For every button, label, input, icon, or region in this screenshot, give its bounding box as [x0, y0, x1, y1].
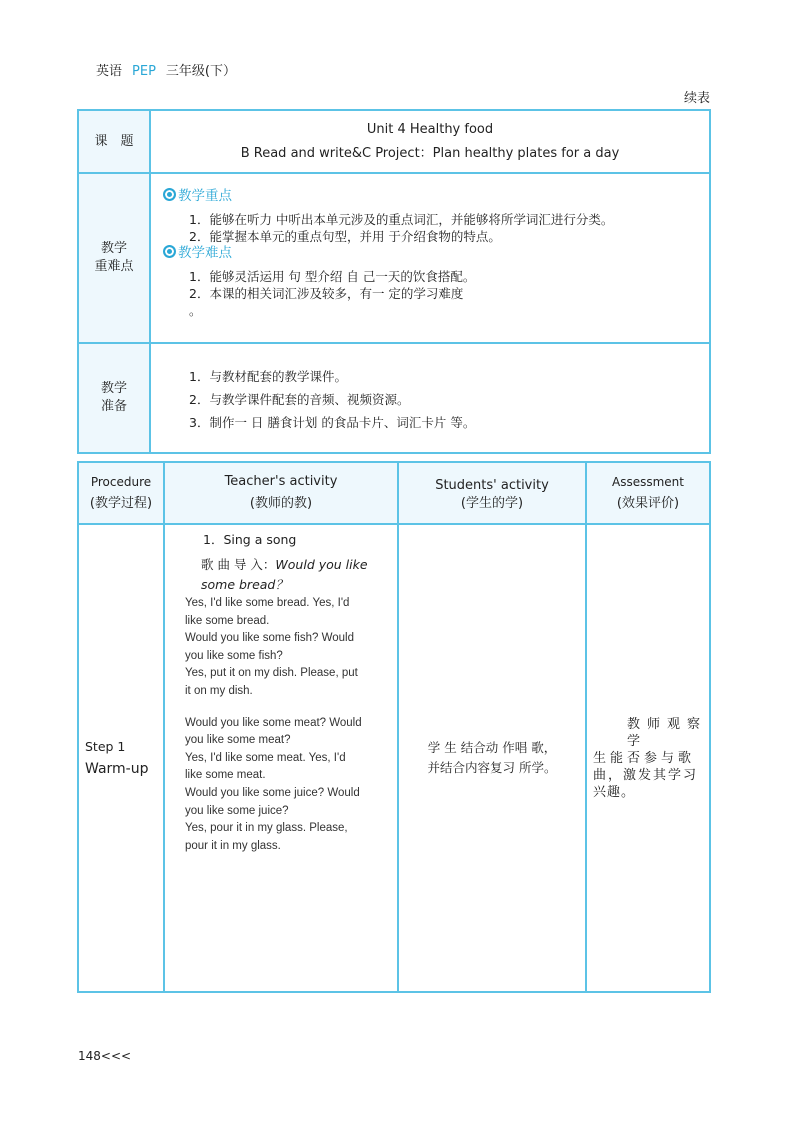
- lesson-info-table: [77, 109, 711, 454]
- difficult-heading: 教学难点: [163, 245, 699, 262]
- lyric-line: you like some meat?: [185, 734, 291, 747]
- assessment-cell: [586, 524, 710, 992]
- students-activity-cell: [398, 524, 586, 992]
- prep-item: 2．与教学课件配套的音频、视频资源。: [189, 391, 410, 407]
- procedure-header: Procedure (教学过程): [78, 462, 164, 524]
- lyric-line: Yes, put it on my dish. Please, put: [185, 667, 358, 680]
- step-cell: [78, 524, 164, 992]
- teacher-item: 1．Sing a song: [203, 532, 297, 547]
- lyric-line: Yes, I'd like some bread. Yes, I'd: [185, 597, 350, 609]
- students-line: 并结合内容复习 所学。: [427, 760, 557, 775]
- teacher-activity-cell: [164, 524, 398, 992]
- page-header: [96, 60, 236, 79]
- lyric-line: like some meat.: [185, 769, 266, 782]
- lyric-line: Would you like some meat? Would: [185, 716, 362, 729]
- lyric-line: Yes, I'd like some meat. Yes, I'd: [185, 751, 346, 764]
- lyric-line: you like some juice?: [185, 804, 289, 817]
- difficult-item: 1．能够灵活运用 句 型介绍 自 己一天的饮食搭配。: [189, 269, 476, 284]
- lyric-line: you like some fish?: [185, 649, 283, 662]
- students-header: Students' activity (学生的学): [398, 462, 586, 524]
- prep-item: 3．制作一 日 膳食计划 的食品卡片、词汇卡片 等。: [189, 414, 476, 430]
- key-item: 1．能够在听力 中听出本单元涉及的重点词汇，并能够将所学词汇进行分类。: [189, 212, 614, 227]
- song-intro: 歌 曲 导 入：Would you like some bread？: [201, 557, 368, 592]
- assessment-line: 曲，激发其学习: [593, 767, 699, 783]
- topic-line-2: B Read and write&C Project：Plan healthy plates for a day: [240, 145, 620, 161]
- lyrics-block-1: [165, 595, 397, 701]
- topic-label: 课 题: [78, 110, 150, 173]
- students-line: 学 生 结合动 作唱 歌，: [427, 740, 557, 755]
- grade: 三年级(下）: [165, 64, 236, 79]
- key-heading: 教学重点: [163, 188, 699, 205]
- key-item: 2．能掌握本单元的重点句型，并用 于介绍食物的特点。: [189, 229, 501, 244]
- difficult-item: 2．本课的相关词汇涉及较多，有一 定的学习难度: [189, 286, 464, 301]
- prep-cell: [150, 343, 710, 453]
- bullet-circle-icon: [163, 245, 176, 258]
- edition: PEP: [132, 64, 156, 79]
- step-label: Step 1: [85, 739, 126, 754]
- lyric-line: Yes, pour it in my glass. Please,: [185, 822, 348, 835]
- prep-item: 1．与教材配套的教学课件。: [189, 368, 347, 384]
- topic-cell: [150, 110, 710, 173]
- teacher-header: Teacher's activity (教师的教): [164, 462, 398, 524]
- assessment-line: 兴趣。: [593, 784, 636, 800]
- assessment-header: Assessment (效果评价): [586, 462, 710, 524]
- step-name: Warm-up: [85, 761, 149, 777]
- topic-line-1: Unit 4 Healthy food: [366, 121, 494, 137]
- keypoints-cell: [150, 173, 710, 343]
- difficult-item: 。: [189, 303, 202, 318]
- lyrics-block-2: [165, 715, 397, 856]
- procedure-table: [77, 461, 711, 993]
- lyric-line: Would you like some fish? Would: [185, 632, 354, 645]
- keypoints-label: 教学 重难点: [78, 173, 150, 343]
- page-number: 148<<<: [78, 1049, 132, 1063]
- continued-label: 续表: [683, 91, 710, 106]
- lyric-line: it on my dish.: [185, 684, 253, 697]
- assessment-line: 教师观察学: [627, 716, 703, 749]
- assessment-line: 生能否参与歌: [593, 750, 696, 766]
- lyric-line: like some bread.: [185, 614, 270, 627]
- lyric-line: Would you like some juice? Would: [185, 786, 360, 799]
- lyric-line: pour it in my glass.: [185, 839, 281, 852]
- subject: 英语: [96, 64, 123, 79]
- bullet-circle-icon: [163, 188, 176, 201]
- prep-label: 教学 准备: [78, 343, 150, 453]
